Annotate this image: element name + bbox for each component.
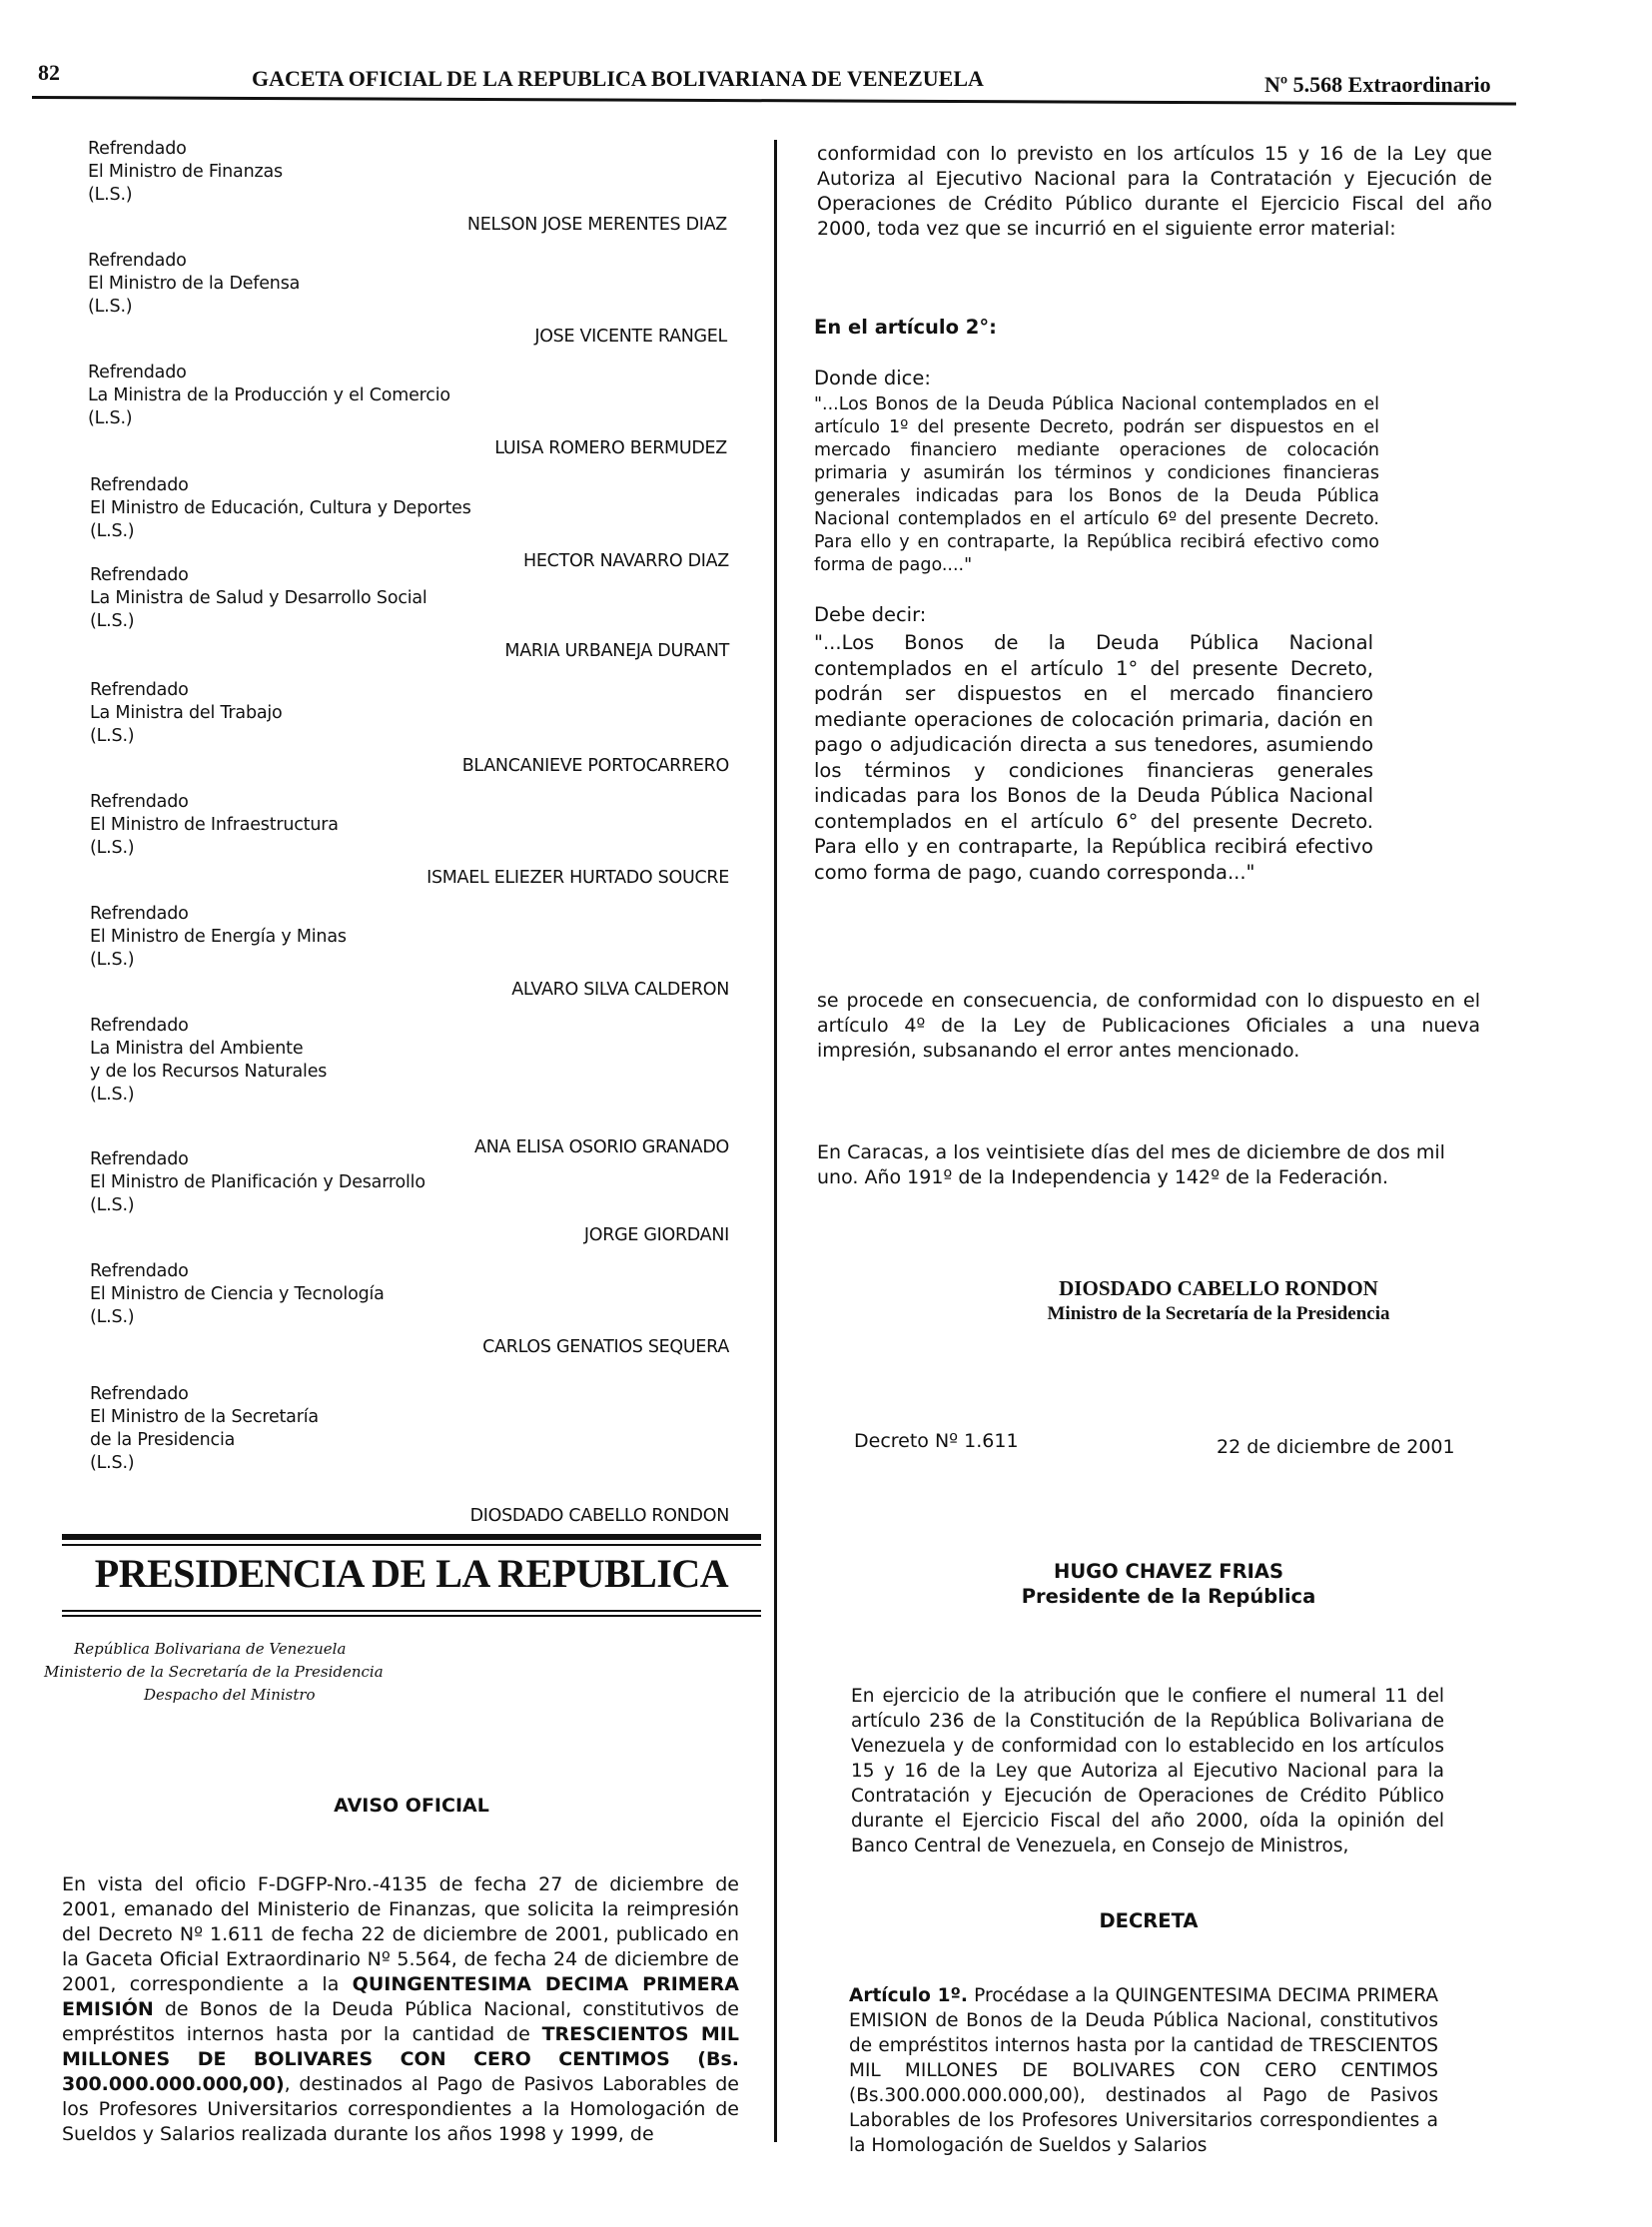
president-role: Presidente de la República: [1021, 1585, 1316, 1608]
minister-name: ANA ELISA OSORIO GRANADO: [474, 1137, 729, 1157]
aviso-bold: TRESCIENTOS MIL MILLONES DE BOLIVARES CON CERO CENTIMOS (Bs. 300.000.000.000,00): [62, 2023, 739, 2095]
seal-mark: (L.S.): [90, 521, 135, 541]
debe-quote: "...Los Bonos de la Deuda Pública Nacional contemplados en el artículo 1° del presente Decreto, podrán ser dispuestos en el mercado financiero mediante operaciones de colocación primaria, dación en pago o adjudicación directa a sus tenedores, asumiendo los términos y condiciones financieras generales indicadas para los Bonos de la Deuda Pública Nacional contemplados en el artículo 6° del presente Decreto. Para ello y en contraparte, la República recibirá efectivo como forma de pago, cuando corresponda...": [814, 631, 1373, 884]
article-text: Procédase a la QUINGENTESIMA DECIMA PRIMERA EMISION de Bonos de la Deuda Pública Nacional, constitutivos de empréstitos internos hasta por la cantidad de TRESCIENTOS MIL MILLONES DE BOLIVARES CON CERO CENTIMOS (Bs.300.000.000.000,00), destinados al Pago de Pasivos Laborables de los Profesores Universitarios correspondientes a la Homologación de Sueldos y Salarios: [849, 1985, 1438, 2156]
signature-block: [90, 679, 729, 776]
seal-mark: (L.S.): [88, 408, 133, 428]
refrendado-label: Refrendado: [90, 475, 189, 495]
signature-block: [88, 138, 727, 235]
section-rule: [62, 1610, 761, 1612]
refrendado-label: Refrendado: [88, 363, 187, 382]
letterhead-line: Despacho del Ministro: [144, 1686, 316, 1704]
signature-block: [90, 1015, 729, 1157]
page-number: 82: [38, 60, 60, 85]
column-divider: [774, 140, 777, 2142]
seal-mark: (L.S.): [90, 1307, 135, 1327]
minister-office: La Ministra de la Producción y el Comercio: [88, 385, 450, 405]
issue-number: Nº 5.568 Extraordinario: [1264, 72, 1491, 97]
signature-block: [90, 1383, 729, 1526]
minister-office: El Ministro de Planificación y Desarrollo: [90, 1172, 425, 1192]
signature-block: [90, 564, 729, 661]
seal-mark: (L.S.): [90, 611, 135, 631]
refrendado-label: Refrendado: [90, 1149, 189, 1169]
aviso-text: de Bonos de la Deuda Pública Nacional, constitutivos de empréstitos internos hasta por la cantidad de: [62, 1998, 739, 2045]
seal-mark: (L.S.): [90, 838, 135, 858]
intro-paragraph: conformidad con lo previsto en los artículos 15 y 16 de la Ley que Autoriza al Ejecutivo Nacional para la Contratación y Ejecución de Operaciones de Crédito Público durante el Ejercicio Fiscal del año 2000, toda vez que se incurrió en el siguiente error material:: [817, 143, 1492, 240]
refrendado-label: Refrendado: [90, 792, 189, 812]
seal-mark: (L.S.): [90, 726, 135, 746]
gazette-title: GACETA OFICIAL DE LA REPUBLICA BOLIVARIANA DE VENEZUELA: [252, 66, 984, 91]
caracas-paragraph: En Caracas, a los veintisiete días del mes de diciembre de dos mil uno. Año 191º de la Independencia y 142º de la Federación.: [817, 1141, 1445, 1188]
minister-name: BLANCANIEVE PORTOCARRERO: [461, 756, 729, 776]
minister-office: El Ministro de Ciencia y Tecnología: [90, 1284, 385, 1304]
signature-block: [90, 1260, 729, 1357]
decreto-date: 22 de diciembre de 2001: [1217, 1436, 1455, 1458]
aviso-text: , destinados al Pago de Pasivos Laborables de los Profesores Universitarios correspondientes a la Homologación de Sueldos y Salarios realizada durante los años 1998 y 1999, de: [62, 2073, 739, 2145]
signer-name: DIOSDADO CABELLO RONDON: [1059, 1276, 1378, 1300]
procede-paragraph: se procede en consecuencia, de conformidad con lo dispuesto en el artículo 4º de la Ley de Publicaciones Oficiales a una nueva impresión, subsanando el error antes mencionado.: [817, 990, 1480, 1062]
minister-office: El Ministro de Energía y Minas: [90, 927, 347, 947]
minister-name: JOSE VICENTE RANGEL: [534, 327, 727, 347]
refrendado-label: Refrendado: [90, 565, 189, 585]
aviso-text: En vista del oficio F-DGFP-Nro.-4135 de fecha 27 de diciembre de 2001, emanado del Ministerio de Finanzas, que solicita la reimpresión del Decreto Nº 1.611 de fecha 22 de diciembre de 2001, publicado en la Gaceta Oficial Extraordinario Nº 5.564, de fecha 24 de diciembre de 2001, correspondiente a la: [62, 1873, 739, 1995]
section-rule: [62, 1544, 761, 1546]
signature-block: [90, 474, 729, 571]
minister-name: JORGE GIORDANI: [583, 1225, 729, 1245]
refrendado-label: Refrendado: [90, 1384, 189, 1404]
minister-name: ALVARO SILVA CALDERON: [511, 980, 729, 1000]
subheading: En el artículo 2°:: [814, 316, 997, 339]
seal-mark: (L.S.): [88, 297, 133, 317]
refrendado-label: Refrendado: [90, 680, 189, 700]
section-rule: [62, 1615, 761, 1617]
decreto-number: Decreto Nº 1.611: [854, 1430, 1019, 1452]
signature-block: [90, 1148, 729, 1245]
seal-mark: (L.S.): [88, 185, 133, 205]
minister-name: DIOSDADO CABELLO RONDON: [469, 1506, 729, 1526]
signature-block: [90, 791, 729, 888]
refrendado-label: Refrendado: [90, 1261, 189, 1281]
minister-office: de la Presidencia: [90, 1430, 236, 1450]
letterhead-line: Ministerio de la Secretaría de la Presidencia: [44, 1663, 384, 1681]
letterhead-line: República Bolivariana de Venezuela: [74, 1640, 347, 1658]
refrendado-label: Refrendado: [90, 1016, 189, 1036]
ejercicio-paragraph: En ejercicio de la atribución que le confiere el numeral 11 del artículo 236 de la Constitución de la República Bolivariana de Venezuela y de conformidad con lo establecido en los artículos 15 y 16 de la Ley que Autoriza al Ejecutivo Nacional para la Contratación y Ejecución de Operaciones de Crédito Público durante el Ejercicio Fiscal del año 2000, oída la opinión del Banco Central de Venezuela, en Consejo de Ministros,: [851, 1686, 1444, 1856]
minister-name: NELSON JOSE MERENTES DIAZ: [466, 215, 727, 235]
donde-quote: "...Los Bonos de la Deuda Pública Nacional contemplados en el artículo 1º del presente Decreto, podrán ser dispuestos en el mercado financiero mediante operaciones de colocación primaria y asumirán los términos y condiciones financieras generales indicadas para los Bonos de la Deuda Pública Nacional contemplados en el artículo 6º del presente Decreto. Para ello y en contraparte, la República recibirá efectivo como forma de pago....": [814, 394, 1379, 575]
seal-mark: (L.S.): [90, 1453, 135, 1473]
minister-office: La Ministra del Ambiente: [90, 1039, 304, 1059]
minister-office: La Ministra del Trabajo: [90, 703, 283, 723]
minister-office: El Ministro de Infraestructura: [90, 815, 339, 835]
letterhead: [44, 1638, 433, 1707]
president-name: HUGO CHAVEZ FRIAS: [1054, 1560, 1283, 1583]
refrendado-label: Refrendado: [88, 251, 187, 271]
donde-label: Donde dice:: [814, 367, 931, 389]
minister-office: El Ministro de la Secretaría: [90, 1407, 319, 1427]
signature-block: [88, 250, 727, 347]
minister-office: El Ministro de Finanzas: [88, 162, 283, 182]
minister-office: El Ministro de la Defensa: [88, 274, 301, 294]
minister-name: ISMAEL ELIEZER HURTADO SOUCRE: [426, 868, 729, 888]
minister-name: CARLOS GENATIOS SEQUERA: [482, 1337, 729, 1357]
minister-name: MARIA URBANEJA DURANT: [504, 641, 729, 661]
minister-office: y de los Recursos Naturales: [90, 1062, 328, 1082]
aviso-title: AVISO OFICIAL: [334, 1795, 489, 1817]
aviso-bold: QUINGENTESIMA DECIMA PRIMERA EMISIÓN: [62, 1973, 739, 2020]
refrendado-label: Refrendado: [88, 139, 187, 159]
article-1: [849, 1983, 1438, 2158]
minister-name: LUISA ROMERO BERMUDEZ: [494, 438, 727, 458]
signer-role: Ministro de la Secretaría de la Presidencia: [1047, 1303, 1390, 1324]
debe-label: Debe decir:: [814, 603, 927, 626]
seal-mark: (L.S.): [90, 1085, 135, 1105]
signature-block: [90, 903, 729, 1000]
decreta-heading: DECRETA: [1099, 1909, 1199, 1932]
article-label: Artículo 1º.: [849, 1985, 968, 2006]
minister-office: El Ministro de Educación, Cultura y Deportes: [90, 498, 471, 518]
minister-name: HECTOR NAVARRO DIAZ: [523, 551, 729, 571]
section-title: PRESIDENCIA DE LA REPUBLICA: [94, 1551, 729, 1596]
seal-mark: (L.S.): [90, 950, 135, 970]
refrendado-label: Refrendado: [90, 904, 189, 924]
section-rule: [62, 1534, 761, 1540]
signature-block: [88, 362, 727, 458]
aviso-paragraph: [62, 1872, 739, 2147]
seal-mark: (L.S.): [90, 1195, 135, 1215]
minister-office: La Ministra de Salud y Desarrollo Social: [90, 588, 427, 608]
